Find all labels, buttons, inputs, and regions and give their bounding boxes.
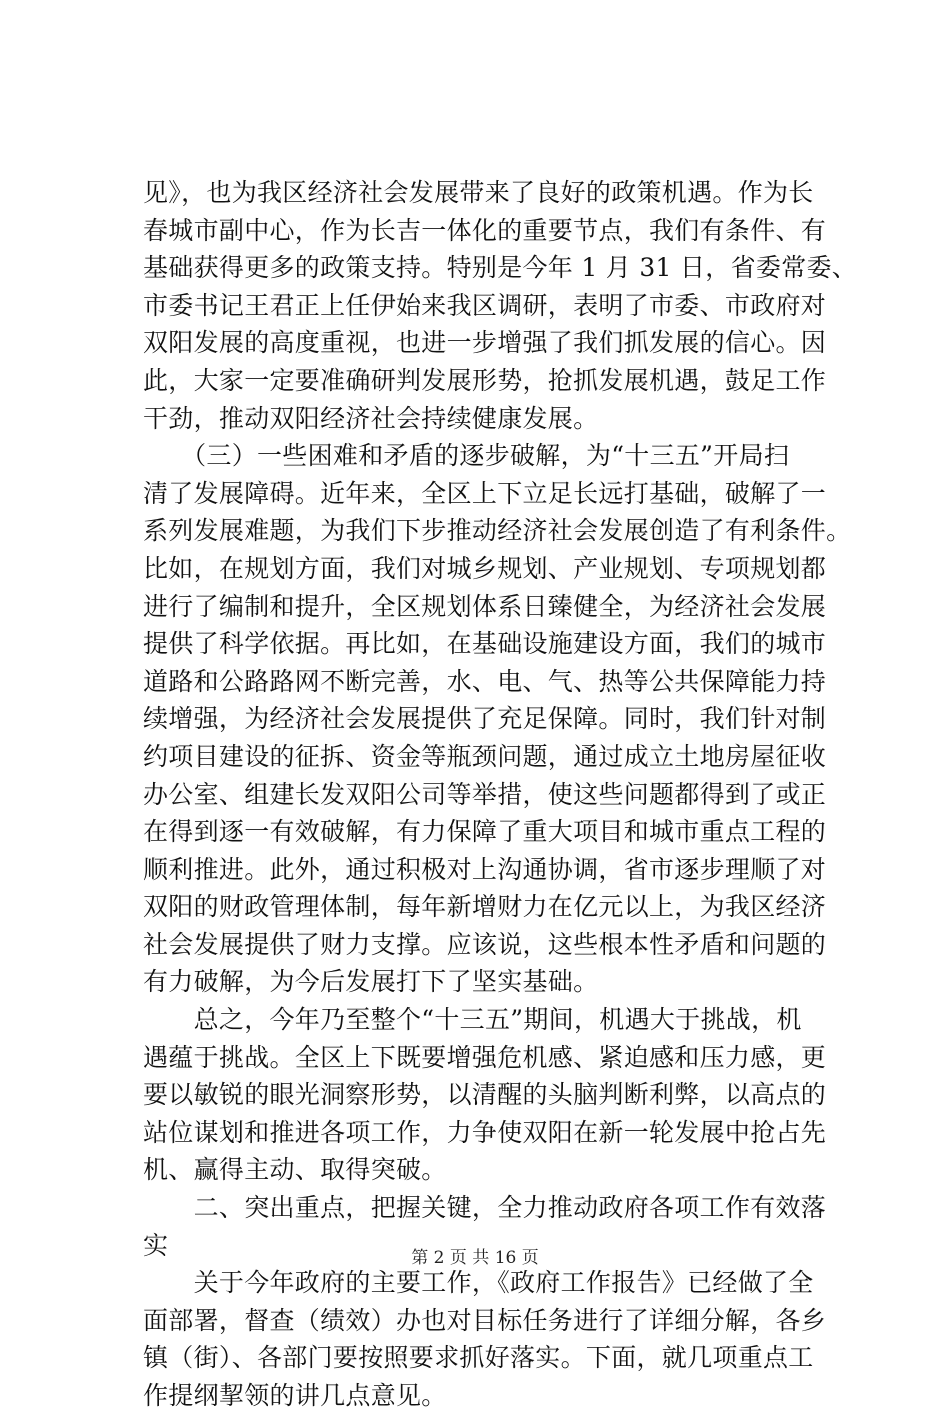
text-line: 见》，也为我区经济社会发展带来了良好的政策机遇。作为长 — [143, 178, 814, 207]
text-line: 有力破解，为今后发展打下了坚实基础。 — [143, 967, 599, 997]
text-line: 作提纲挈领的讲几点意见。 — [143, 1381, 447, 1410]
text-line: 遇蕴于挑战。全区上下既要增强危机感、紧迫感和压力感，更 — [143, 1042, 827, 1072]
text-line: 市委书记王君正上任伊始来我区调研，表明了市委、市政府对 — [143, 290, 827, 320]
text-line: 镇（街）、各部门要按照要求抓好落实。下面，就几项重点工 — [143, 1343, 814, 1373]
text-line: 提供了科学依据。再比如，在基础设施建设方面，我们的城市 — [143, 629, 827, 659]
text-line: 春城市副中心，作为长吉一体化的重要节点，我们有条件、有 — [143, 215, 827, 245]
text-line: 此，大家一定要准确研判发展形势，抢抓发展机遇，鼓足工作 — [143, 365, 827, 395]
section-heading-line: 二、突出重点，把握关键，全力推动政府各项工作有效落 — [143, 1193, 827, 1223]
text-line: 双阳的财政管理体制，每年新增财力在亿元以上，为我区经济 — [143, 892, 827, 922]
text-line: （三）一些困难和矛盾的逐步破解，为“十三五”开局扫 — [143, 441, 790, 471]
text-line: 办公室、组建长发双阳公司等举措，使这些问题都得到了或正 — [143, 779, 827, 809]
text-line: 顺利推进。此外，通过积极对上沟通协调，省市逐步理顺了对 — [143, 854, 827, 884]
text-line: 约项目建设的征拆、资金等瓶颈问题，通过成立土地房屋征收 — [143, 741, 827, 771]
text-line: 在得到逐一有效破解，有力保障了重大项目和城市重点工程的 — [143, 817, 827, 847]
text-line: 比如，在规划方面，我们对城乡规划、产业规划、专项规划都 — [143, 553, 827, 583]
text-line: 清了发展障碍。近年来，全区上下立足长远打基础，破解了一 — [143, 478, 827, 508]
text-line: 总之，今年乃至整个“十三五”期间，机遇大于挑战，机 — [143, 1005, 802, 1035]
text-line: 干劲，推动双阳经济社会持续健康发展。 — [143, 403, 599, 433]
text-line: 面部署，督查（绩效）办也对目标任务进行了详细分解，各乡 — [143, 1305, 827, 1335]
section-heading-line: 实 — [143, 1230, 169, 1260]
text-line: 双阳发展的高度重视，也进一步增强了我们抓发展的信心。因 — [143, 328, 827, 358]
document-body — [143, 174, 858, 1415]
text-line: 进行了编制和提升，全区规划体系日臻健全，为经济社会发展 — [143, 591, 827, 621]
text-line: 续增强，为经济社会发展提供了充足保障。同时，我们针对制 — [143, 704, 827, 734]
page-number-footer: 第 2 页 共 16 页 — [411, 1248, 539, 1268]
text-line: 道路和公路路网不断完善，水、电、气、热等公共保障能力持 — [143, 666, 827, 696]
text-line: 要以敏锐的眼光洞察形势，以清醒的头脑判断利弊，以高点的 — [143, 1080, 827, 1110]
text-line: 基础获得更多的政策支持。特别是今年 1 月 31 日，省委常委、 — [143, 253, 858, 283]
text-line: 关于今年政府的主要工作，《政府工作报告》已经做了全 — [143, 1268, 814, 1298]
text-line: 社会发展提供了财力支撑。应该说，这些根本性矛盾和问题的 — [143, 929, 827, 959]
text-line: 机、赢得主动、取得突破。 — [143, 1155, 447, 1185]
text-line: 系列发展难题，为我们下步推动经济社会发展创造了有利条件。 — [143, 516, 852, 546]
text-line: 站位谋划和推进各项工作，力争使双阳在新一轮发展中抢占先 — [143, 1117, 827, 1147]
